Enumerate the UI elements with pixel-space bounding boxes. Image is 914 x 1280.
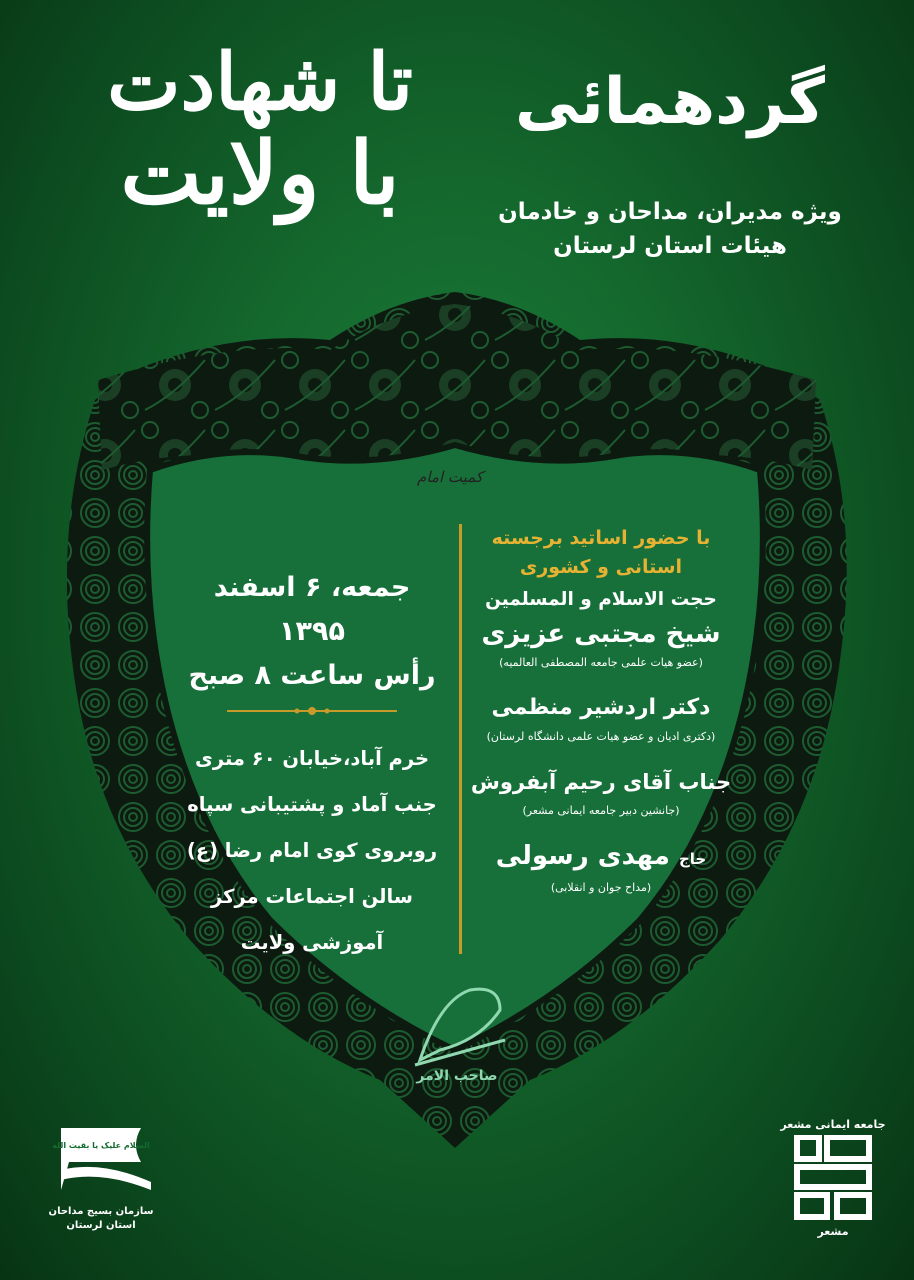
speakers-intro-2: استانی و کشوری xyxy=(519,556,683,578)
column-divider xyxy=(459,524,462,954)
flag-text: السلام علیک یا بقیت الله xyxy=(52,1141,150,1150)
speaker-title: حجت الاسلام و المسلمین xyxy=(485,589,717,610)
org-right-caption: جامعه ایمانی مشعر xyxy=(780,1118,886,1131)
signature: کمیت امام xyxy=(417,468,483,486)
address-line: روبروی کوی امام رضا (ع) xyxy=(186,839,438,862)
speaker-name: شیخ مجتبی عزیزی xyxy=(481,619,721,649)
divider-ornament xyxy=(227,704,397,718)
speaker-role: (عضو هیات علمی جامعه المصطفی العالمیه) xyxy=(499,656,703,669)
org-logo-basij xyxy=(36,1120,166,1233)
audience-text xyxy=(470,195,870,263)
speaker-name: مهدی رسولی xyxy=(495,841,670,871)
speakers-list xyxy=(470,524,732,913)
org-right-mark: مشعر xyxy=(817,1225,849,1238)
org-logo-mashar xyxy=(778,1118,888,1238)
title-line-1: تا شهادت xyxy=(107,37,413,128)
speaker-name-row xyxy=(470,836,732,879)
center-logo-text: صاحب الامر xyxy=(416,1068,498,1084)
event-details xyxy=(178,566,446,966)
title-line-2: با ولایت xyxy=(120,123,400,224)
title-calligraphy xyxy=(40,37,480,224)
org-left-line-1: سازمان بسیج مداحان xyxy=(48,1206,154,1217)
address-line: سالن اجتماعات مرکز xyxy=(211,885,413,908)
speaker-role: (جانشین دبیر جامعه ایمانی مشعر) xyxy=(522,804,680,817)
audience-line-1: ویژه مدیران، مداحان و خادمان xyxy=(498,199,842,225)
speaker-role: (مداح جوان و انقلابی) xyxy=(550,881,652,894)
event-date: جمعه، ۶ اسفند ۱۳۹۵ xyxy=(213,572,411,647)
address-line: جنب آماد و پشتیبانی سپاه xyxy=(187,793,437,816)
mashar-mark-icon xyxy=(793,1135,873,1221)
speakers-intro-1: با حضور اساتید برجسته xyxy=(491,527,711,549)
audience-line-2: هیئات استان لرستان xyxy=(553,233,787,259)
speaker-name: جناب آقای رحیم آبفروش xyxy=(470,770,732,794)
heading-gathering: گردهمائی xyxy=(515,65,825,139)
event-time: رأس ساعت ۸ صبح xyxy=(188,660,436,691)
speaker-name: دکتر اردشیر منظمی xyxy=(491,695,711,720)
org-left-line-2: استان لرستان xyxy=(66,1220,136,1231)
flag-icon xyxy=(41,1120,161,1200)
speaker-role: (دکتری ادیان و عضو هیات علمی دانشگاه لرستان) xyxy=(486,730,716,743)
address-line: خرم آباد،خیابان ۶۰ متری xyxy=(194,747,430,770)
speaker-prefix: حاج xyxy=(678,850,707,868)
address-line: آموزشی ولایت xyxy=(240,931,384,954)
